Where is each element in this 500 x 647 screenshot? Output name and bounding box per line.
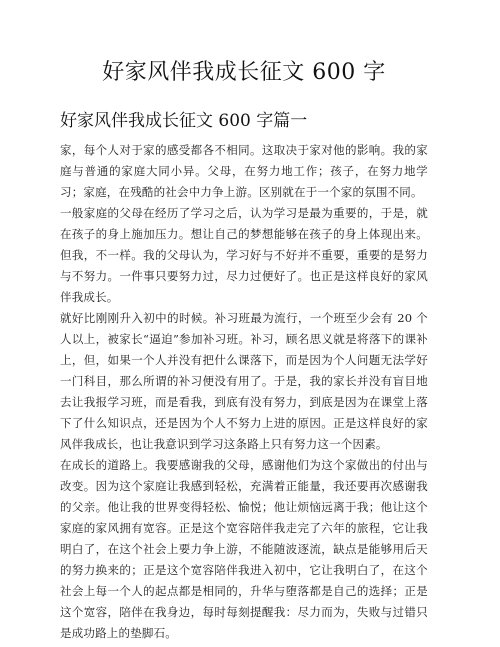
- document-title: 好家风伴我成长征文 600 字: [102, 60, 386, 85]
- paragraph-3: 就好比刚刚升入初中的时候。补习班最为流行，一个班至少会有 20 个人以上，被家长“逼迫”参加补习班。补习，顾名思义就是将落下的课补上，但，如果一个人并没有把什么课落下，而是因为个人问题无法学好一门科目，那么所谓的补习便没有用了。于是，我的家长并没有盲目地去让我报学习班，而是看我，到底有没有努力，到底是因为在课堂上落下了什么知识点，还是因为个人不努力上进的原因。正是这样良好的家风伴我成长，也让我意识到学习这条路上只有努力这一个因素。: [60, 311, 428, 451]
- paragraph-4: 在成长的道路上。我要感谢我的父母，感谢他们为这个家做出的付出与改变。因为这个家庭让我感到轻松，充满着正能量，我还要再次感谢我的父亲。他让我的世界变得轻松、愉悦；他让烦恼远离于我；他让这个家庭的家风拥有宽容。正是这个宽容陪伴我走完了六年的旅程，它让我明白了，在这个社会上要力争上游，不能随波逐流，缺点是能够用后天的努力换来的；正是这个宽容陪伴我进入初中，它让我明白了，在这个社会上每一个人的起点都是相同的，升华与堕落都是自己的选择；正是这个宽容，陪伴在我身边，每时每刻提醒我：尽力而为，失败与过错只是成功路上的垫脚石。: [60, 458, 428, 640]
- section-title: 好家风伴我成长征文 600 字篇一: [60, 111, 308, 131]
- paragraph-2: 一般家庭的父母在经历了学习之后，认为学习是最为重要的，于是，就在孩子的身上施加压力。想让自己的梦想能够在孩子的身上体现出来。但我，不一样。我的父母认为，学习好与不好并不重要，重要的是努力与不努力。一件事只要努力过，尽力过便好了。也正是这样良好的家风伴我成长。: [60, 206, 428, 304]
- paragraph-1: 家，每个人对于家的感受都各不相同。这取决于家对他的影响。我的家庭与普通的家庭大同小异。父母，在努力地工作；孩子，在努力地学习；家庭，在残酷的社会中力争上游。区别就在于一个家的氛围不同。: [60, 143, 428, 199]
